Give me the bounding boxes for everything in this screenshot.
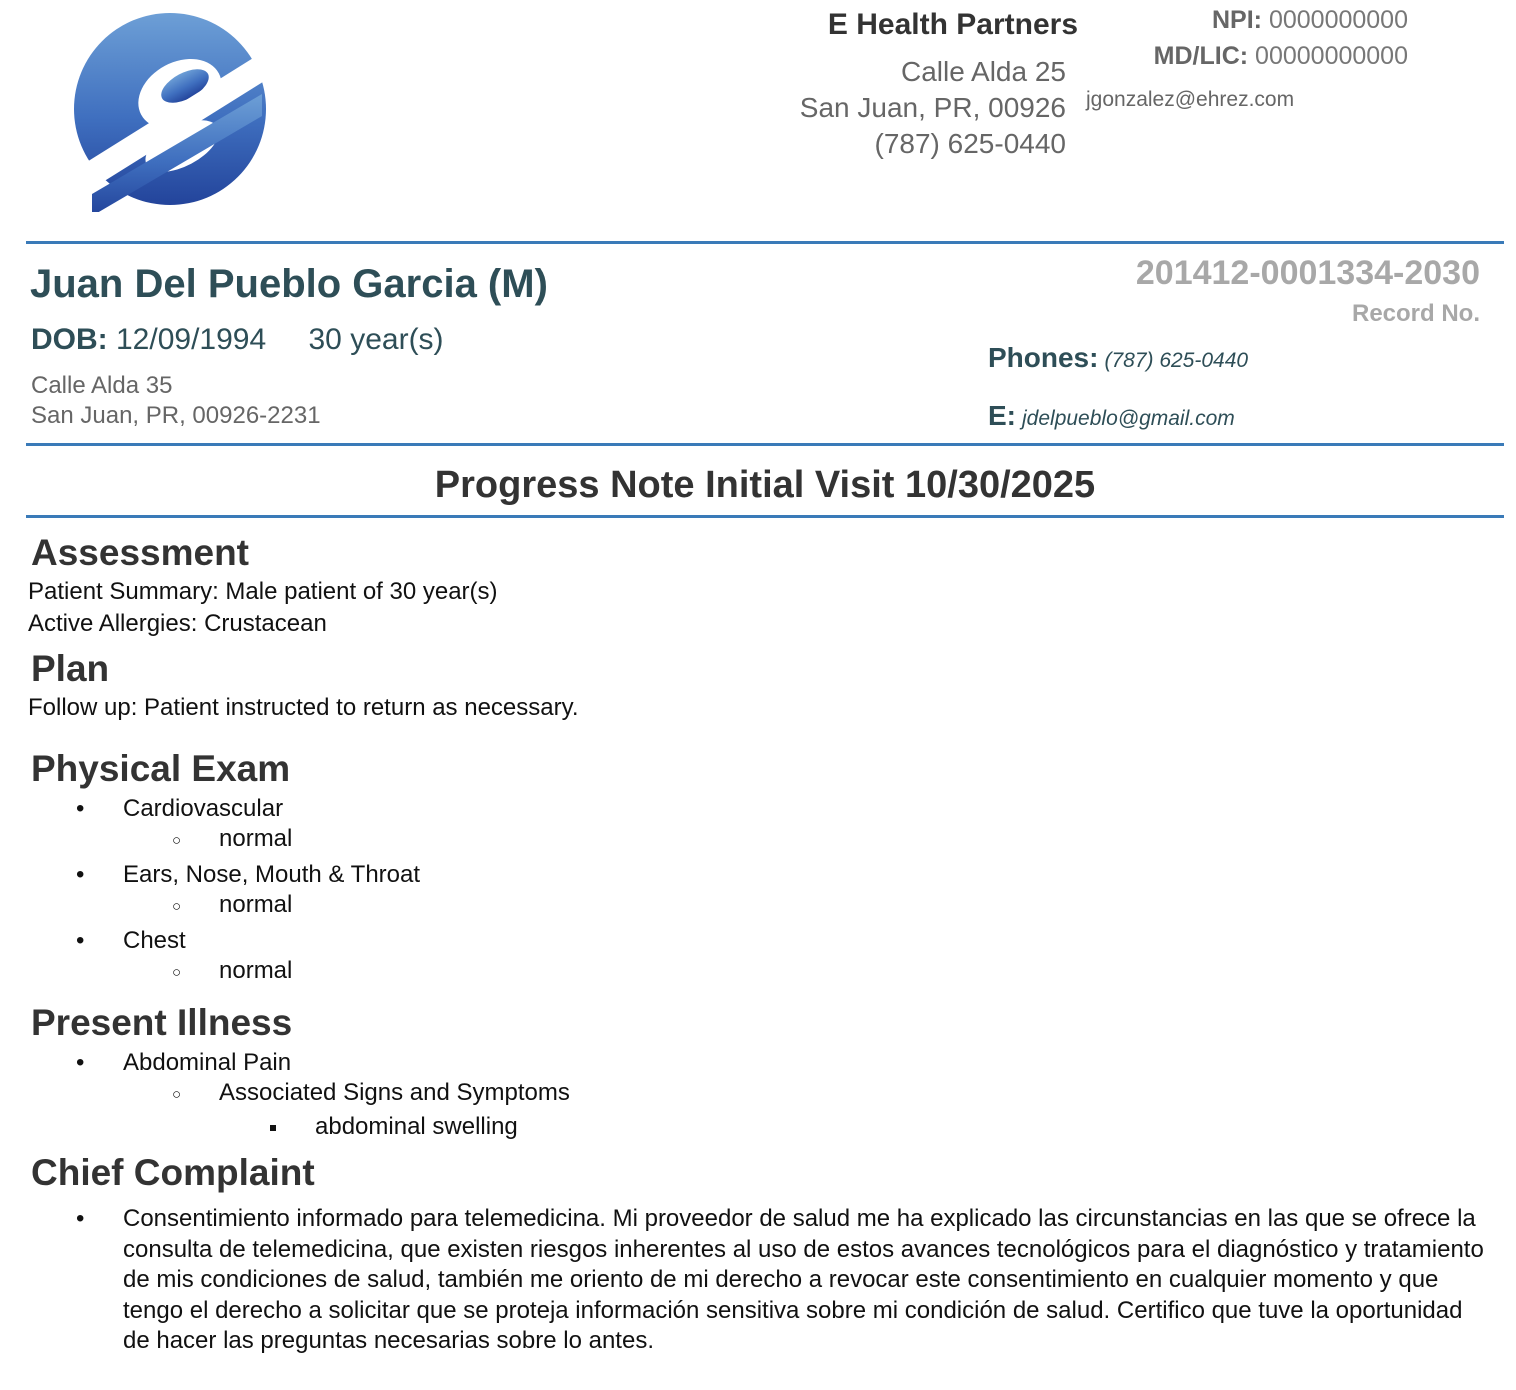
patient-address-line1: Calle Alda 35	[31, 372, 173, 399]
npi-row	[1154, 2, 1408, 38]
title-divider	[26, 515, 1504, 518]
chief-complaint-section	[0, 1150, 1516, 1357]
e-health-logo-icon	[72, 6, 268, 212]
plan-heading: Plan	[31, 648, 110, 689]
illness-symptom: abdominal swelling	[0, 1112, 1516, 1142]
physical-exam-heading: Physical Exam	[31, 748, 291, 789]
illness-sub-heading: ○ Associated Signs and Symptoms	[0, 1078, 1516, 1108]
practice-name: E Health Partners	[827, 8, 1078, 41]
practice-email: jgonzalez@ehrez.com	[1086, 88, 1295, 111]
follow-up: Follow up: Patient instructed to return as necessary.	[28, 694, 579, 721]
note-content	[0, 530, 1516, 1357]
header-divider	[26, 241, 1504, 244]
license-label: MD/LIC:	[1153, 42, 1249, 70]
physical-exam-section	[0, 746, 1516, 986]
patient-address-line2: San Juan, PR, 00926-2231	[31, 402, 321, 429]
present-illness-heading: Present Illness	[31, 1002, 293, 1043]
patient-name: Juan Del Pueblo Garcia (M)	[30, 262, 548, 306]
dob-value: 12/09/1994	[116, 323, 267, 356]
license-row	[1154, 38, 1408, 74]
present-illness-section	[0, 1000, 1516, 1142]
practice-address-line2: San Juan, PR, 00926	[799, 92, 1066, 123]
provider-ids	[1154, 2, 1408, 74]
npi-label: NPI:	[1212, 6, 1262, 34]
exam-item-finding: ○ normal	[0, 956, 1516, 986]
patient-address	[31, 371, 321, 431]
practice-address-line1: Calle Alda 25	[900, 56, 1066, 87]
document-title: Progress Note Initial Visit 10/30/2025	[434, 464, 1096, 506]
illness-list	[0, 1048, 1516, 1142]
phones-label: Phones:	[988, 342, 1099, 373]
illness-complaint: • Abdominal Pain	[0, 1048, 1516, 1078]
plan-section	[0, 646, 1516, 724]
patient-phones	[988, 342, 1248, 374]
exam-item-label: • Cardiovascular	[0, 794, 1516, 824]
exam-item-label: • Ears, Nose, Mouth & Throat	[0, 860, 1516, 890]
practice-phone: (787) 625-0440	[874, 128, 1066, 159]
patient-email	[988, 400, 1235, 432]
email-label: E:	[988, 400, 1016, 431]
record-number-label: Record No.	[1351, 300, 1480, 327]
exam-item-finding: ○ normal	[0, 824, 1516, 854]
patient-summary: Patient Summary: Male patient of 30 year(s)	[28, 578, 498, 605]
active-allergies: Active Allergies: Crustacean	[28, 610, 327, 637]
exam-item-label: • Chest	[0, 926, 1516, 956]
assessment-heading: Assessment	[31, 532, 250, 573]
patient-age: 30 year(s)	[308, 323, 444, 356]
patient-dob	[31, 323, 444, 357]
practice-address	[800, 54, 1066, 162]
exam-list	[0, 794, 1516, 986]
patient-phone: (787) 625-0440	[1104, 349, 1249, 372]
dob-label: DOB:	[31, 323, 108, 356]
exam-item-finding: ○ normal	[0, 890, 1516, 920]
npi-value: 0000000000	[1268, 6, 1408, 34]
chief-complaint-text: • Consentimiento informado para telemedicina. Mi proveedor de salud me ha explicado las circunstancias en las que se ofrece la consulta de telemedicina, que existen riesgos inherentes al uso de estos avances tecnológicos para el diagnóstico y tratamiento de mis condiciones de salud, también me oriento de mi derecho a revocar este consentimiento en cualquier momento y que tengo el derecho a solicitar que se proteja información sensitiva sobre mi condición de salud. Certifico que tuve la oportunidad de hacer las preguntas necesarias sobre lo antes.	[0, 1204, 1516, 1357]
patient-email-value: jdelpueblo@gmail.com	[1022, 407, 1235, 430]
record-number: 201412-0001334-2030	[1135, 254, 1480, 292]
patient-divider	[26, 443, 1504, 446]
assessment-section	[0, 530, 1516, 640]
license-value: 00000000000	[1255, 42, 1408, 70]
chief-complaint-heading: Chief Complaint	[31, 1152, 315, 1193]
